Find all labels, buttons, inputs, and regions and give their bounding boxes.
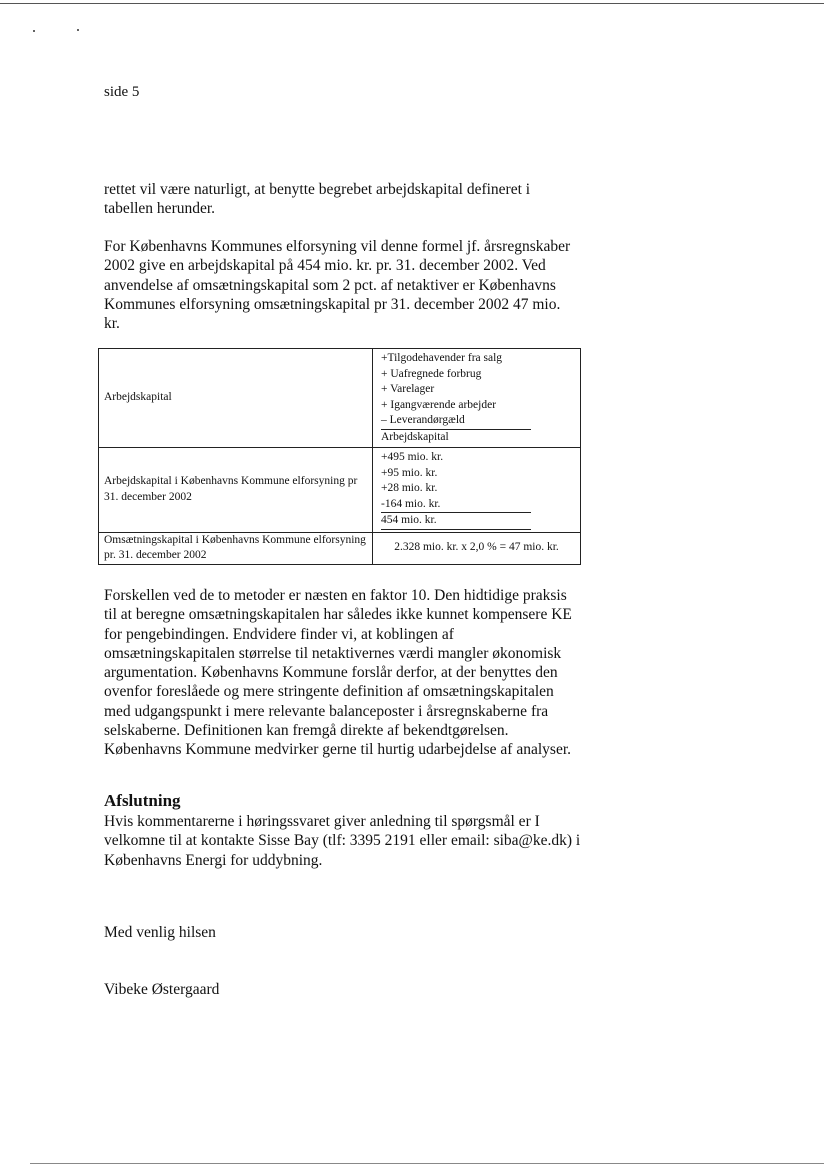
formula-line: + Uafregnede forbrug (381, 367, 482, 380)
formula-line: – Leverandørgæld (381, 413, 531, 430)
scan-edge-bottom (30, 1163, 824, 1164)
table-cell-label: Arbejdskapital i Københavns Kommune elforsyning pr 31. december 2002 (99, 448, 373, 533)
table-row (99, 448, 581, 533)
amount-line: +495 mio. kr. (381, 451, 444, 463)
closing-paragraph: Hvis kommentarerne i høringssvaret giver anledning til spørgsmål er I velkomne til at kontakte Sisse Bay (tlf: 3395 2191 eller email: siba@ke.dk) i Københavns Energi for uddybning. (104, 813, 581, 869)
table-row (99, 532, 581, 564)
page-number: side 5 (104, 84, 140, 100)
intro-paragraph: rettet vil være naturligt, at benytte begrebet arbejdskapital defineret i tabellen herunder. (104, 181, 531, 218)
greeting: Med venlig hilsen (104, 924, 216, 941)
formula-line: + Varelager (381, 383, 435, 395)
amount-line: +28 mio. kr. (381, 482, 438, 494)
amount-total: 454 mio. kr. (381, 513, 531, 530)
amount-line: +95 mio. kr. (381, 466, 438, 479)
difference-paragraph: Forskellen ved de to metoder er næsten en faktor 10. Den hidtidige praksis til at beregne omsætningskapitalen har således ikke kunnet kompensere KE for pengebindingen. Endvidere finder vi, at koblingen af omsætningskapitalen størrelse til netaktivernes værdi mangler økonomisk argumentation. Københavns Kommune forslår derfor, at der benyttes den ovenfor foreslåede og mere stringente definition af omsætningskapitalen med udgangspunkt i mere relevante balanceposter i årsregnskaberne fra selskaberne. Definitionen kan fremgå direkte af bekendtgørelsen. Københavns Kommune medvirker gerne til hurtig udarbejdelse af analyser. (104, 587, 572, 759)
formula-line: +Tilgodehavender fra salg (381, 352, 503, 364)
table-cell-label: Arbejdskapital (99, 349, 373, 448)
working-capital-table (98, 348, 581, 565)
table-cell-label: Omsætningskapital i Københavns Kommune elforsyning pr. 31. december 2002 (99, 532, 373, 564)
formula-result: Arbejdskapital (381, 430, 449, 443)
amount-line: -164 mio. kr. (381, 497, 531, 514)
table-row (99, 349, 581, 448)
scan-speck (77, 29, 79, 31)
section-heading: Afslutning (104, 791, 181, 810)
table-cell-amounts (373, 448, 581, 533)
table-cell-formula (373, 349, 581, 448)
formula-paragraph: For Københavns Kommunes elforsyning vil denne formel jf. årsregnskaber 2002 give en arbejdskapital på 454 mio. kr. pr. 31. december 2002. Ved anvendelse af omsætningskapital som 2 pct. af netaktiver er Københavns Kommunes elforsyning omsætningskapital pr 31. december 2002 47 mio. kr. (104, 238, 571, 333)
scan-speck (33, 30, 35, 32)
scan-edge-top (0, 3, 824, 4)
table-cell-calculation: 2.328 mio. kr. x 2,0 % = 47 mio. kr. (373, 532, 581, 564)
formula-line: + Igangværende arbejder (381, 398, 497, 411)
signature-name: Vibeke Østergaard (104, 981, 220, 998)
